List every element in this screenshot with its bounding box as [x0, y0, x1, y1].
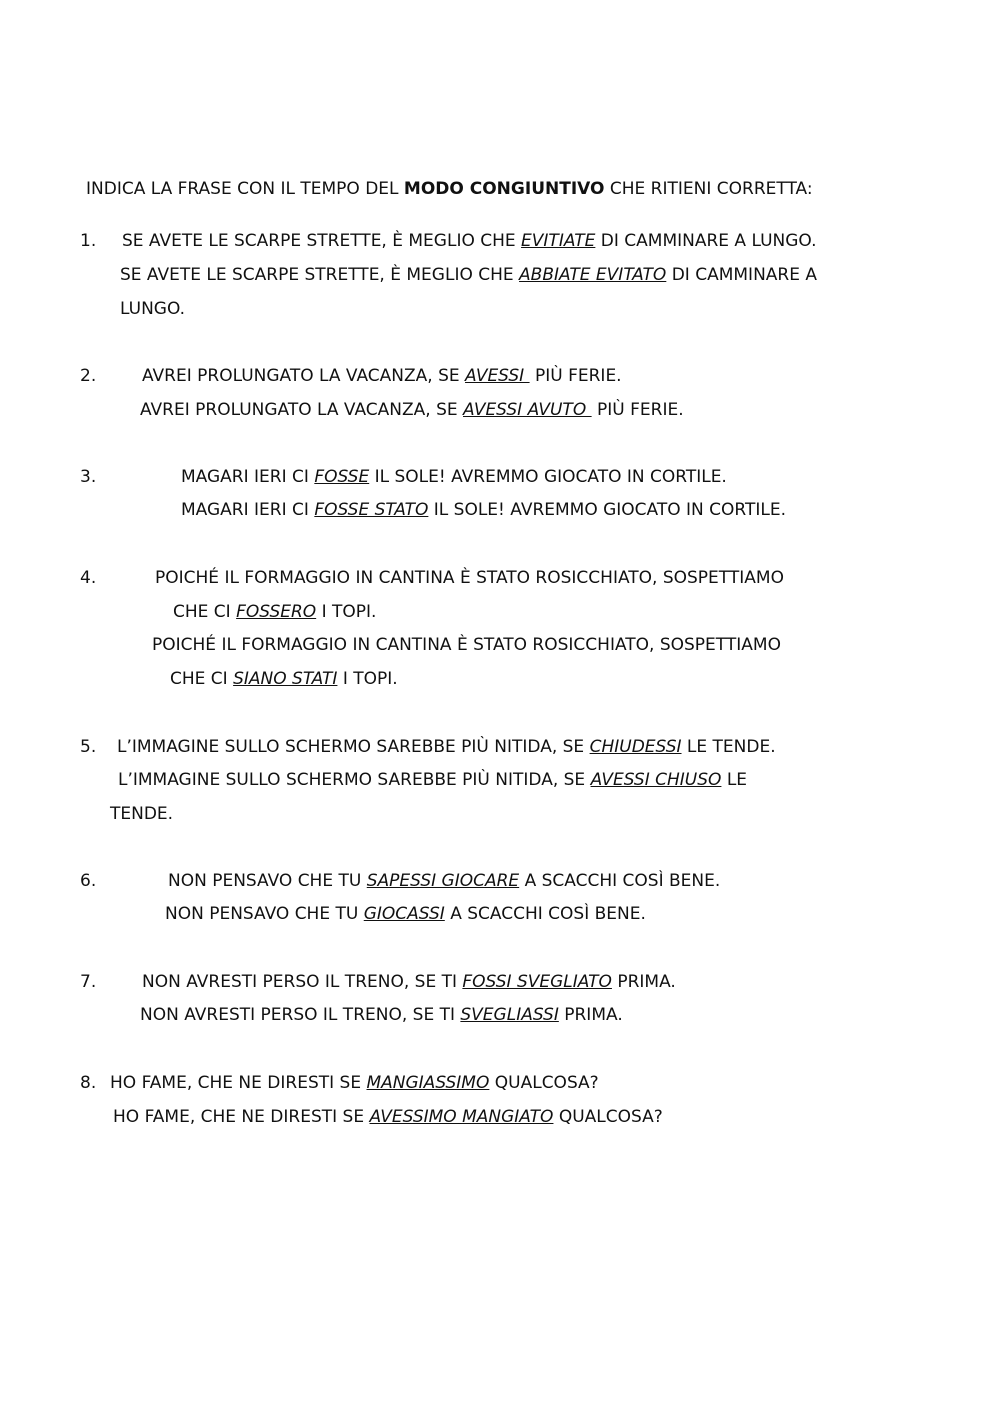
instruction-text: INDICA LA FRASE CON IL TEMPO DEL: [86, 179, 404, 199]
option-sentence[interactable]: [117, 736, 776, 758]
sentence-text: NON PENSAVO CHE TU: [165, 904, 364, 924]
sentence-text: MAGARI IERI CI: [181, 500, 315, 520]
option-sentence[interactable]: [140, 1004, 623, 1026]
sentence-text: MAGARI IERI CI: [181, 467, 315, 487]
sentence-text: PIÙ FERIE.: [529, 366, 622, 386]
sentence-text: A SCACCHI COSÌ BENE.: [444, 904, 646, 924]
verb-form: FOSSE: [314, 467, 370, 487]
sentence-text: IL SOLE! AVREMMO GIOCATO IN CORTILE.: [369, 467, 727, 487]
sentence-text: QUALCOSA?: [489, 1073, 599, 1093]
option-sentence[interactable]: [168, 870, 720, 892]
sentence-text: CHE CI: [170, 669, 234, 689]
item-number: 8.: [80, 1073, 97, 1093]
item-number: 7.: [80, 972, 97, 992]
sentence-text: SE AVETE LE SCARPE STRETTE, È MEGLIO CHE: [120, 265, 520, 285]
instruction-text-end: CHE RITIENI CORRETTA:: [604, 179, 813, 199]
verb-form: SVEGLIASSI: [460, 1005, 559, 1025]
instruction-bold: MODO CONGIUNTIVO: [403, 179, 605, 199]
sentence-text: NON AVRESTI PERSO IL TRENO, SE TI: [140, 1005, 461, 1025]
item-number: 2.: [80, 366, 97, 386]
sentence-text: LE TENDE.: [681, 737, 776, 757]
verb-form: AVESSI: [465, 366, 530, 386]
sentence-text: LE: [721, 770, 748, 790]
verb-form: CHIUDESSI: [589, 737, 682, 757]
option-sentence[interactable]: [173, 601, 376, 623]
verb-form: FOSSERO: [236, 602, 317, 622]
verb-form: GIOCASSI: [363, 904, 445, 924]
option-sentence[interactable]: [110, 1072, 599, 1094]
sentence-text: HO FAME, CHE NE DIRESTI SE: [110, 1073, 367, 1093]
option-sentence-first-line[interactable]: POICHÉ IL FORMAGGIO IN CANTINA È STATO ROSICCHIATO, SOSPETTIAMO: [152, 635, 781, 655]
option-sentence[interactable]: [122, 230, 817, 252]
sentence-text: I TOPI.: [337, 669, 398, 689]
option-sentence[interactable]: [140, 399, 684, 421]
sentence-text: PRIMA.: [611, 972, 676, 992]
sentence-text: L’IMMAGINE SULLO SCHERMO SAREBBE PIÙ NITIDA, SE: [117, 737, 590, 757]
sentence-text: NON AVRESTI PERSO IL TRENO, SE TI: [142, 972, 463, 992]
option-sentence[interactable]: [142, 971, 676, 993]
sentence-text: IL SOLE! AVREMMO GIOCATO IN CORTILE.: [428, 500, 787, 520]
sentence-text: AVREI PROLUNGATO LA VACANZA, SE: [140, 400, 464, 420]
option-sentence[interactable]: [113, 1106, 663, 1128]
option-sentence[interactable]: [118, 769, 747, 791]
sentence-text: I TOPI.: [316, 602, 377, 622]
option-sentence[interactable]: [181, 499, 786, 521]
sentence-text: SE AVETE LE SCARPE STRETTE, È MEGLIO CHE: [122, 231, 522, 251]
sentence-text: CHE CI: [173, 602, 237, 622]
item-number: 6.: [80, 871, 97, 891]
sentence-text: AVREI PROLUNGATO LA VACANZA, SE: [142, 366, 466, 386]
option-continuation: LUNGO.: [120, 299, 186, 319]
item-number: 1.: [80, 231, 97, 251]
option-continuation: TENDE.: [110, 804, 174, 824]
verb-form: ABBIATE EVITATO: [519, 265, 667, 285]
verb-form: FOSSE STATO: [314, 500, 429, 520]
sentence-text: QUALCOSA?: [553, 1107, 663, 1127]
verb-form: FOSSI SVEGLIATO: [462, 972, 612, 992]
sentence-text: A SCACCHI COSÌ BENE.: [519, 871, 721, 891]
verb-form: SAPESSI GIOCARE: [366, 871, 520, 891]
verb-form: MANGIASSIMO: [366, 1073, 490, 1093]
option-sentence[interactable]: [181, 466, 727, 488]
item-number: 3.: [80, 467, 97, 487]
option-sentence[interactable]: [170, 668, 398, 690]
sentence-text: PIÙ FERIE.: [591, 400, 684, 420]
sentence-text: PRIMA.: [558, 1005, 623, 1025]
sentence-text: NON PENSAVO CHE TU: [168, 871, 367, 891]
option-sentence-first-line[interactable]: POICHÉ IL FORMAGGIO IN CANTINA È STATO ROSICCHIATO, SOSPETTIAMO: [155, 568, 784, 588]
sentence-text: DI CAMMINARE A LUNGO.: [595, 231, 817, 251]
verb-form: SIANO STATI: [233, 669, 338, 689]
verb-form: EVITIATE: [521, 231, 596, 251]
sentence-text: L’IMMAGINE SULLO SCHERMO SAREBBE PIÙ NITIDA, SE: [118, 770, 591, 790]
sentence-text: DI CAMMINARE A: [666, 265, 818, 285]
verb-form: AVESSIMO MANGIATO: [369, 1107, 554, 1127]
item-number: 4.: [80, 568, 97, 588]
verb-form: AVESSI AVUTO: [463, 400, 592, 420]
instruction: [86, 178, 813, 200]
sentence-text: HO FAME, CHE NE DIRESTI SE: [113, 1107, 370, 1127]
option-sentence[interactable]: [165, 903, 646, 925]
verb-form: AVESSI CHIUSO: [590, 770, 722, 790]
item-number: 5.: [80, 737, 97, 757]
option-sentence[interactable]: [120, 264, 817, 286]
option-sentence[interactable]: [142, 365, 622, 387]
